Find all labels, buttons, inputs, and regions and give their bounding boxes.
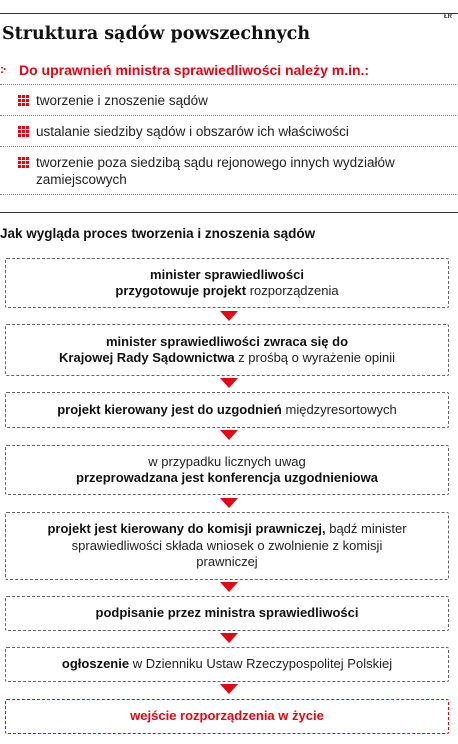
step-regular: bądź minister sprawiedliwości składa wniosek o zwolnienie z komisji prawniczej <box>71 521 407 570</box>
flow-arrow-icon <box>220 633 238 643</box>
step-regular: rozporządzenia <box>246 283 339 298</box>
step-box-1 <box>5 258 449 308</box>
step-bold: projekt kierowany jest do uzgodnień <box>57 401 282 417</box>
step-box-3 <box>5 392 449 428</box>
flow-arrow-icon <box>220 430 238 440</box>
flow-arrow-icon <box>220 311 238 321</box>
flow-arrow-icon <box>220 582 238 592</box>
step-text <box>96 605 359 622</box>
step-box-2 <box>5 324 449 376</box>
process-title: Jak wygląda proces tworzenia i znoszenia sądów <box>0 226 316 241</box>
flow-arrow-icon <box>220 684 238 694</box>
step-text <box>46 521 408 571</box>
step-bold: ogłoszenie <box>61 656 130 672</box>
flow-arrow-icon <box>220 498 238 508</box>
list-item-text: tworzenie i znoszenie sądów <box>36 93 208 108</box>
step-text <box>76 454 378 487</box>
list-item-text: ustalanie siedziby sądów i obszarów ich właściwości <box>36 124 349 139</box>
step-bold: przeprowadzana jest konferencja uzgodnieniowa <box>76 470 378 485</box>
step-text <box>115 267 338 300</box>
source-credit: ŁR <box>444 14 452 20</box>
step-bold: minister sprawiedliwości <box>150 266 304 282</box>
step-bold: przygotowuje projekt <box>115 283 247 298</box>
dots-icon: :· <box>0 62 6 76</box>
list-item-text: tworzenie poza siedzibą sądu rejonowego innych wydziałów zamiejscowych <box>36 155 395 187</box>
step-regular: w przypadku licznych uwag <box>148 453 306 469</box>
step-regular: z prośbą o wyrażenie opinii <box>234 350 395 365</box>
step-regular: w Dzienniku Ustaw Rzeczypospolitej Polskiej <box>129 656 393 672</box>
flow-arrow-icon <box>220 378 238 388</box>
step-box-8 <box>5 699 449 734</box>
step-text <box>130 708 324 725</box>
step-regular: międzyresortowych <box>281 401 397 417</box>
step-box-6 <box>5 596 449 631</box>
step-bold: Krajowej Rady Sądownictwa <box>59 350 235 365</box>
step-box-4 <box>5 445 449 495</box>
step-bold: projekt jest kierowany do komisji prawniczej, <box>47 521 326 537</box>
powers-subheading-text: Do uprawnień ministra sprawiedliwości należy m.in.: <box>19 62 370 78</box>
step-text <box>57 402 397 419</box>
step-text <box>59 334 395 367</box>
step-bold: wejście rozporządzenia w życie <box>130 708 324 724</box>
step-bold: minister sprawiedliwości zwraca się do <box>105 333 349 349</box>
step-text <box>62 656 392 673</box>
step-box-7 <box>5 647 449 682</box>
infographic-title: Struktura sądów powszechnych <box>2 24 311 44</box>
step-bold: podpisanie przez ministra sprawiedliwości <box>95 605 359 621</box>
step-box-5 <box>5 512 449 580</box>
